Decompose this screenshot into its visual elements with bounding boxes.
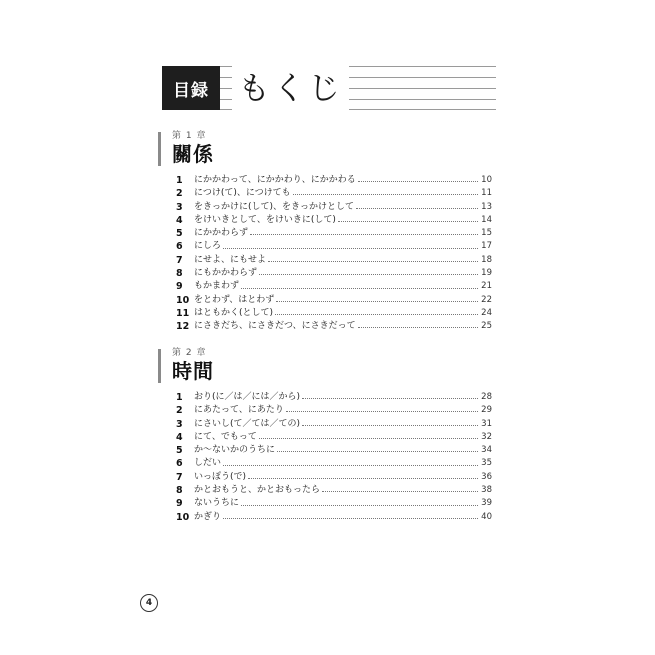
toc-entry[interactable] [176, 201, 492, 214]
chapter-number: 第 2 章 [172, 348, 207, 358]
toc-entry[interactable] [176, 227, 492, 240]
entry-page: 34 [481, 445, 492, 456]
entry-page: 22 [481, 294, 492, 305]
chapter-number: 第 1 章 [172, 131, 207, 141]
toc-entry[interactable] [176, 431, 492, 444]
entry-number: 10 [176, 511, 190, 523]
entry-title: いっぽう(で) [194, 471, 247, 482]
entry-number: 9 [176, 281, 183, 293]
dot-leader [259, 438, 478, 439]
dot-leader [223, 465, 478, 466]
dot-leader [277, 451, 478, 452]
chapter-2-entries [158, 391, 492, 524]
dot-leader [223, 518, 478, 519]
entry-title: おり(に／は／には／から) [194, 392, 301, 402]
entry-title: にあたって、にあたり [194, 405, 284, 416]
entry-number: 5 [176, 228, 183, 240]
entry-page: 18 [481, 254, 492, 265]
entry-page: 17 [481, 241, 492, 252]
entry-number: 10 [176, 294, 190, 306]
chapter-bar [158, 132, 161, 166]
entry-page: 19 [481, 268, 492, 279]
toc-entry[interactable] [176, 457, 492, 470]
chapter-1-section [158, 131, 492, 334]
entry-number: 3 [176, 418, 183, 430]
entry-number: 5 [176, 445, 183, 457]
dot-leader [248, 478, 478, 479]
entry-page: 14 [481, 214, 492, 225]
entry-title: にしろ [194, 241, 222, 252]
toc-entry[interactable] [176, 240, 492, 253]
entry-number: 6 [176, 458, 183, 470]
entry-page: 39 [481, 498, 492, 509]
entry-title: か～ないかのうちに [194, 445, 276, 456]
entry-page: 13 [481, 201, 492, 212]
dot-leader [268, 261, 478, 262]
entry-title: かぎり [194, 511, 222, 522]
entry-number: 7 [176, 471, 183, 483]
toc-entry[interactable] [176, 187, 492, 200]
entry-page: 24 [481, 307, 492, 318]
toc-entry[interactable] [176, 254, 492, 267]
entry-page: 40 [481, 511, 492, 522]
entry-number: 3 [176, 201, 183, 213]
entry-title: にせよ、にもせよ [194, 254, 267, 265]
toc-entry[interactable] [176, 280, 492, 293]
entry-number: 6 [176, 241, 183, 253]
toc-entry[interactable] [176, 418, 492, 431]
entry-number: 4 [176, 214, 183, 226]
entry-page: 38 [481, 485, 492, 496]
dot-leader [250, 234, 478, 235]
chapter-1-entries [158, 174, 492, 334]
entry-title: にかかわらず [194, 228, 249, 239]
entry-number: 1 [176, 175, 183, 186]
entry-number: 2 [176, 188, 183, 200]
entry-number: 12 [176, 321, 190, 333]
entry-title: かとおもうと、かとおもったら [194, 485, 321, 496]
dot-leader [276, 301, 478, 302]
page-number-badge: 4 [140, 594, 158, 612]
chapter-2-section [158, 348, 492, 524]
chapter-heading [158, 348, 492, 384]
entry-title: をとわず、はとわず [194, 294, 275, 305]
entry-title: にかかわって、にかかわり、にかかわる [194, 175, 356, 185]
chapter-bar [158, 349, 161, 383]
dot-leader [259, 274, 478, 275]
entry-title: にもかかわらず [194, 268, 258, 279]
entry-title: にさきだち、にさきだつ、にさきだって [194, 321, 356, 332]
entry-title: もかまわず [194, 281, 240, 292]
dot-leader [286, 411, 478, 412]
dot-leader [241, 505, 478, 506]
entry-page: 10 [481, 175, 492, 185]
entry-page: 15 [481, 228, 492, 239]
chapter-title: 關係 [172, 142, 214, 166]
toc-entry[interactable] [176, 511, 492, 524]
entry-number: 11 [176, 307, 190, 319]
entry-number: 2 [176, 405, 183, 417]
entry-number: 7 [176, 254, 183, 266]
entry-page: 31 [481, 418, 492, 429]
toc-entry[interactable] [176, 174, 492, 187]
toc-entry[interactable] [176, 444, 492, 457]
entry-title: にさいし(て／ては／ての) [194, 418, 301, 429]
entry-page: 28 [481, 392, 492, 402]
chapter-title: 時間 [172, 359, 214, 383]
entry-number: 9 [176, 498, 183, 510]
entry-title: にて、でもって [194, 431, 257, 442]
page-title: もくじ [232, 66, 349, 110]
entry-page: 11 [481, 188, 492, 199]
entry-page: 25 [481, 321, 492, 332]
dot-leader [322, 491, 478, 492]
entry-number: 1 [176, 392, 183, 403]
toc-entry[interactable] [176, 471, 492, 484]
entry-page: 35 [481, 458, 492, 469]
toc-entry[interactable] [176, 404, 492, 417]
entry-title: をけいきとして、をけいきに(して) [194, 214, 336, 225]
entry-title: につけ(て)、につけても [194, 188, 291, 199]
dot-leader [241, 288, 478, 289]
entry-page: 29 [481, 405, 492, 416]
toc-entry[interactable] [176, 214, 492, 227]
entry-number: 4 [176, 431, 183, 443]
dot-leader [356, 208, 478, 209]
dot-leader [293, 194, 478, 195]
entry-page: 32 [481, 431, 492, 442]
chapter-heading [158, 131, 492, 167]
entry-page: 21 [481, 281, 492, 292]
toc-entry[interactable] [176, 391, 492, 404]
dot-leader [338, 221, 478, 222]
toc-entry[interactable] [176, 320, 492, 333]
dot-leader [223, 248, 478, 249]
toc-entry[interactable] [176, 497, 492, 510]
toc-entry[interactable] [176, 267, 492, 280]
entry-page: 36 [481, 471, 492, 482]
entry-number: 8 [176, 485, 183, 497]
toc-entry[interactable] [176, 307, 492, 320]
dot-leader [358, 181, 478, 182]
entry-title: しだい [194, 458, 222, 469]
dot-leader [302, 425, 478, 426]
entry-number: 8 [176, 268, 183, 280]
entry-title: はともかく(として) [194, 307, 274, 318]
toc-label-box: 目録 [162, 66, 220, 110]
entry-title: ないうちに [194, 498, 240, 509]
dot-leader [302, 398, 478, 399]
dot-leader [275, 314, 478, 315]
toc-entry[interactable] [176, 484, 492, 497]
entry-title: をきっかけに(して)、をきっかけとして [194, 201, 355, 212]
toc-entry[interactable] [176, 294, 492, 307]
dot-leader [358, 327, 478, 328]
